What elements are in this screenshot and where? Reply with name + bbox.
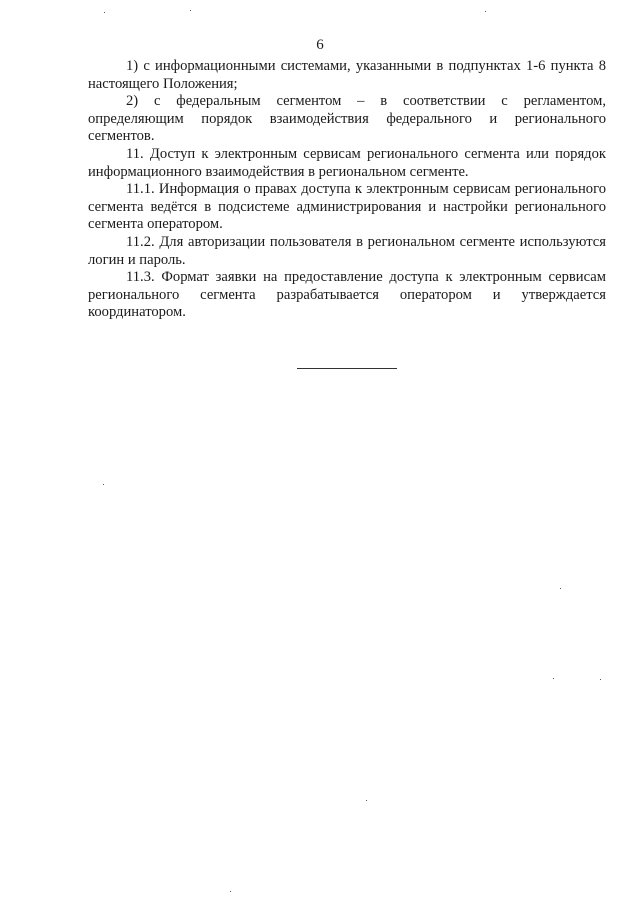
scan-speck: [485, 11, 486, 12]
paragraph-1: 1) с информационными системами, указанными в подпунктах 1-6 пункта 8 настоящего Положения;: [88, 58, 606, 92]
scan-speck: [366, 800, 367, 801]
scan-speck: [560, 588, 561, 589]
body-text: [88, 58, 606, 322]
paragraph-2: 2) с федеральным сегментом – в соответствии с регламентом, определяющим порядок взаимодействия федерального и регионального сегментов.: [88, 93, 606, 145]
paragraph-5: 11.2. Для авторизации пользователя в региональном сегменте используются логин и пароль.: [88, 233, 606, 268]
scan-speck: [553, 678, 554, 679]
scan-speck: [190, 10, 191, 11]
scan-speck: [600, 679, 601, 680]
scan-speck: [104, 12, 105, 13]
scan-speck: [230, 891, 231, 892]
paragraph-6: 11.3. Формат заявки на предоставление доступа к электронным сервисам регионального сегмента разрабатывается оператором и утверждается координатором.: [88, 269, 606, 321]
page-number: 6: [316, 37, 324, 53]
end-divider: [297, 368, 397, 369]
scan-speck: [103, 484, 104, 485]
paragraph-4: 11.1. Информация о правах доступа к электронным сервисам регионального сегмента ведётся в подсистеме администрирования и настройки регионального сегмента оператором.: [88, 181, 606, 233]
paragraph-3: 11. Доступ к электронным сервисам регионального сегмента или порядок информационного взаимодействия в региональном сегменте.: [88, 145, 606, 180]
